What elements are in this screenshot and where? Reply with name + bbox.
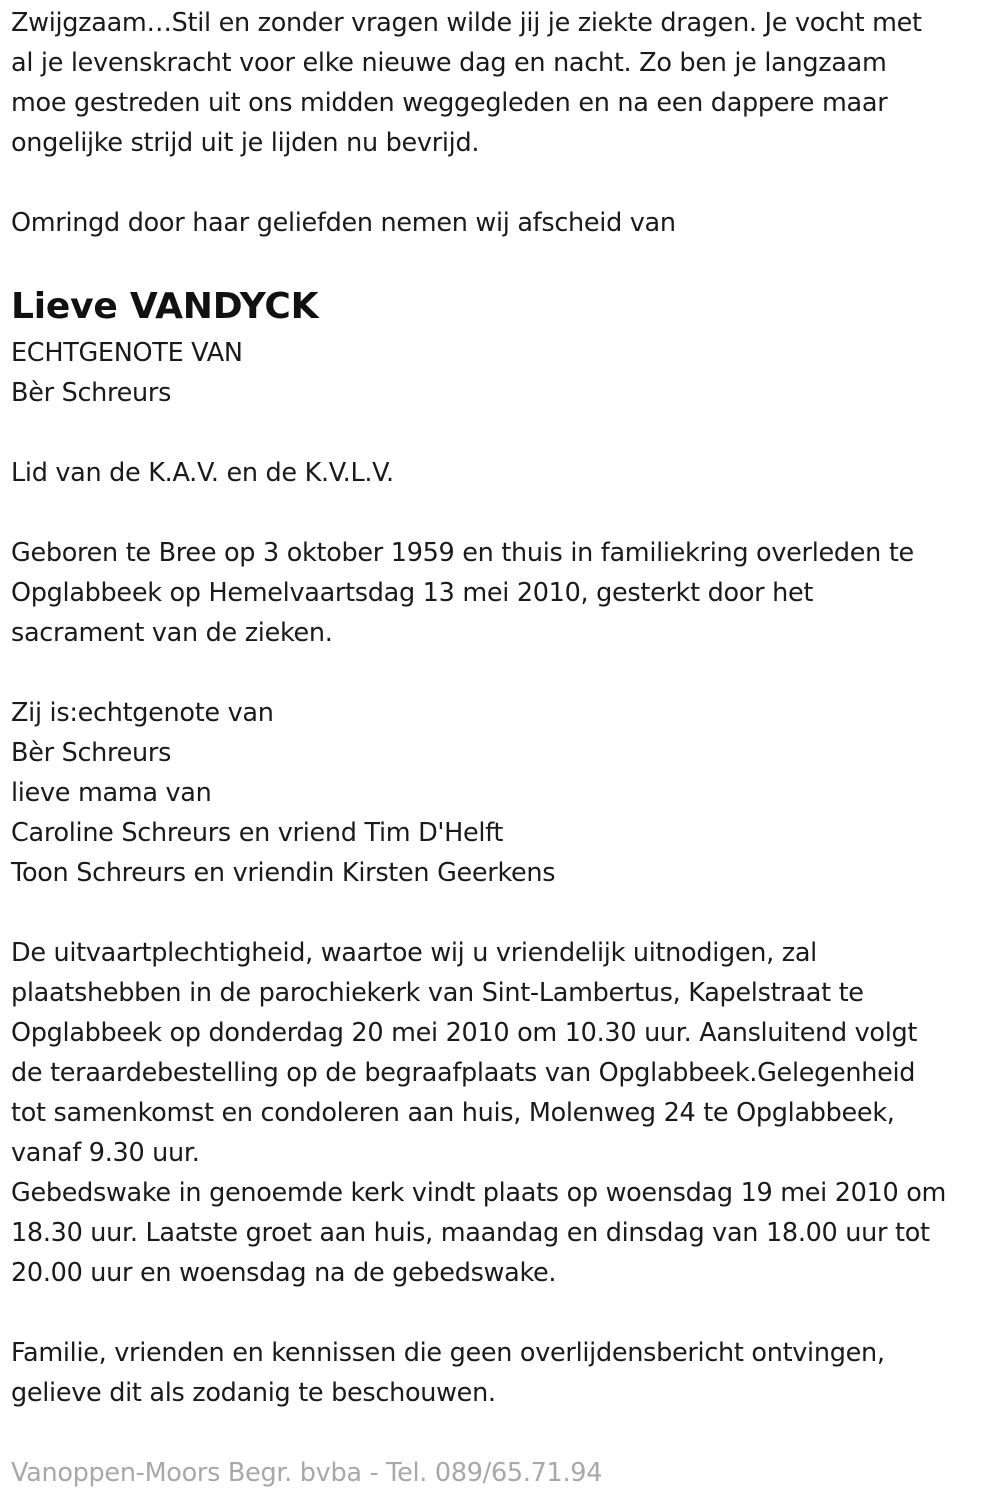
funeral-line: plaatshebben in de parochiekerk van Sint-Lambertus, Kapelstraat te bbox=[11, 978, 864, 1008]
funeral-line: 18.30 uur. Laatste groet aan huis, maandag en dinsdag van 18.00 uur tot bbox=[11, 1218, 930, 1248]
funeral-line: 20.00 uur en woensdag na de gebedswake. bbox=[11, 1258, 557, 1288]
spacer bbox=[11, 493, 993, 533]
funeral-line: Opglabbeek op donderdag 20 mei 2010 om 10.30 uur. Aansluitend volgt bbox=[11, 1018, 918, 1048]
spacer bbox=[11, 1413, 993, 1453]
family-line: Bèr Schreurs bbox=[11, 738, 172, 768]
birth-death-line: Geboren te Bree op 3 oktober 1959 en thuis in familiekring overleden te bbox=[11, 538, 914, 568]
farewell-line: Omringd door haar geliefden nemen wij afscheid van bbox=[11, 208, 676, 238]
family-line: Caroline Schreurs en vriend Tim D'Helft bbox=[11, 818, 504, 848]
notice-paragraph bbox=[11, 1333, 993, 1413]
relation-title: ECHTGENOTE VAN bbox=[11, 338, 243, 368]
spacer bbox=[11, 413, 993, 453]
spacer bbox=[11, 163, 993, 203]
spouse-name: Bèr Schreurs bbox=[11, 378, 172, 408]
notice-line: Familie, vrienden en kennissen die geen overlijdensbericht ontvingen, bbox=[11, 1338, 885, 1368]
notice-line: gelieve dit als zodanig te beschouwen. bbox=[11, 1378, 496, 1408]
family-line: Toon Schreurs en vriendin Kirsten Geerkens bbox=[11, 858, 556, 888]
intro-line: moe gestreden uit ons midden weggegleden en na een dappere maar bbox=[11, 88, 888, 118]
funeral-line: tot samenkomst en condoleren aan huis, Molenweg 24 te Opglabbeek, bbox=[11, 1098, 895, 1128]
intro-line: ongelijke strijd uit je lijden nu bevrijd. bbox=[11, 128, 480, 158]
obituary-page bbox=[11, 3, 993, 1493]
spacer bbox=[11, 893, 993, 933]
funeral-paragraph bbox=[11, 933, 993, 1293]
funeral-line: Gebedswake in genoemde kerk vindt plaats op woensdag 19 mei 2010 om bbox=[11, 1178, 947, 1208]
birth-death-line: Opglabbeek op Hemelvaartsdag 13 mei 2010, gesterkt door het bbox=[11, 578, 814, 608]
funeral-line: vanaf 9.30 uur. bbox=[11, 1138, 200, 1168]
birth-death-line: sacrament van de zieken. bbox=[11, 618, 333, 648]
funeral-line: De uitvaartplechtigheid, waartoe wij u vriendelijk uitnodigen, zal bbox=[11, 938, 817, 968]
family-list bbox=[11, 693, 993, 893]
family-line: Zij is:echtgenote van bbox=[11, 698, 274, 728]
birth-death-paragraph bbox=[11, 533, 993, 653]
spacer bbox=[11, 653, 993, 693]
intro-line: al je levenskracht voor elke nieuwe dag en nacht. Zo ben je langzaam bbox=[11, 48, 887, 78]
deceased-name: Lieve VANDYCK bbox=[11, 286, 319, 327]
spacer bbox=[11, 1293, 993, 1333]
membership-line: Lid van de K.A.V. en de K.V.L.V. bbox=[11, 458, 394, 488]
funeral-line: de teraardebestelling op de begraafplaats van Opglabbeek.Gelegenheid bbox=[11, 1058, 916, 1088]
intro-paragraph bbox=[11, 3, 993, 163]
intro-line: Zwijgzaam…Stil en zonder vragen wilde jij je ziekte dragen. Je vocht met bbox=[11, 8, 922, 38]
family-line: lieve mama van bbox=[11, 778, 212, 808]
funeral-home-footer: Vanoppen-Moors Begr. bvba - Tel. 089/65.71.94 bbox=[11, 1458, 603, 1488]
